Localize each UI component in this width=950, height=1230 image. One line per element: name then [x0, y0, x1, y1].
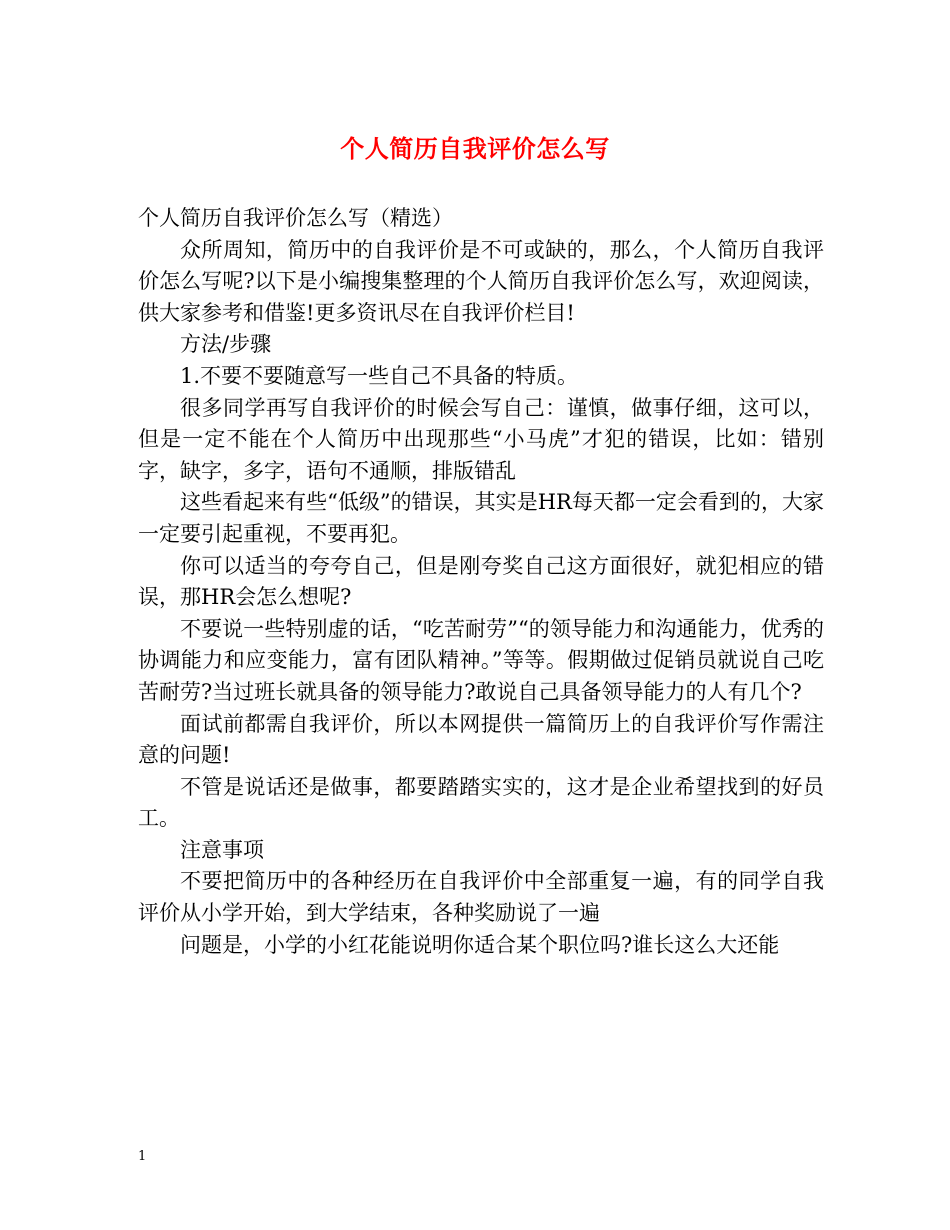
- document-subtitle: 个人简历自我评价怎么写（精选）: [138, 206, 453, 230]
- paragraph-down-to-earth: 不管是说话还是做事，都要踏踏实实的，这才是企业希望找到的好员工。: [138, 774, 824, 831]
- page-number: 1: [138, 1149, 147, 1164]
- paragraph-question: 问题是，小学的小红花能说明你适合某个职位吗?谁长这么大还能: [180, 932, 780, 957]
- document-title: 个人简历自我评价怎么写: [340, 134, 610, 163]
- paragraph-vague-words: 不要说一些特别虚的话，“吃苦耐劳”“的领导能力和沟通能力，优秀的协调能力和应变能力，富有团队精神。”等等。假期做过促销员就说自己吃苦耐劳?当过班长就具备的领导能力?敢说自己具备领导能力的人有几个?: [138, 616, 824, 704]
- section-heading-method: 方法/步骤: [180, 332, 272, 357]
- paragraph-careful: 很多同学再写自我评价的时候会写自己：谨慎，做事仔细，这可以，但是一定不能在个人简历中出现那些“小马虎”才犯的错误，比如：错别字，缺字，多字，语句不通顺，排版错乱: [138, 395, 824, 483]
- paragraph-interview: 面试前都需自我评价，所以本网提供一篇简历上的自我评价写作需注意的问题!: [138, 711, 824, 768]
- document-body: [138, 203, 824, 961]
- section-heading-notes: 注意事项: [180, 837, 264, 862]
- paragraph-intro: 众所周知，简历中的自我评价是不可或缺的，那么，个人简历自我评价怎么写呢?以下是小编搜集整理的个人简历自我评价怎么写，欢迎阅读，供大家参考和借鉴!更多资讯尽在自我评价栏目!: [138, 237, 824, 325]
- paragraph-no-repeat: 不要把简历中的各种经历在自我评价中全部重复一遍，有的同学自我评价从小学开始，到大学结束，各种奖励说了一遍: [138, 869, 824, 926]
- paragraph-praise-yourself: 你可以适当的夸夸自己，但是刚夸奖自己这方面很好，就犯相应的错误，那HR会怎么想呢?: [138, 553, 824, 610]
- paragraph-step-1: 1.不要不要随意写一些自己不具备的特质。: [180, 363, 579, 388]
- paragraph-low-level-errors: 这些看起来有些“低级”的错误，其实是HR每天都一定会看到的，大家一定要引起重视，不要再犯。: [138, 490, 824, 546]
